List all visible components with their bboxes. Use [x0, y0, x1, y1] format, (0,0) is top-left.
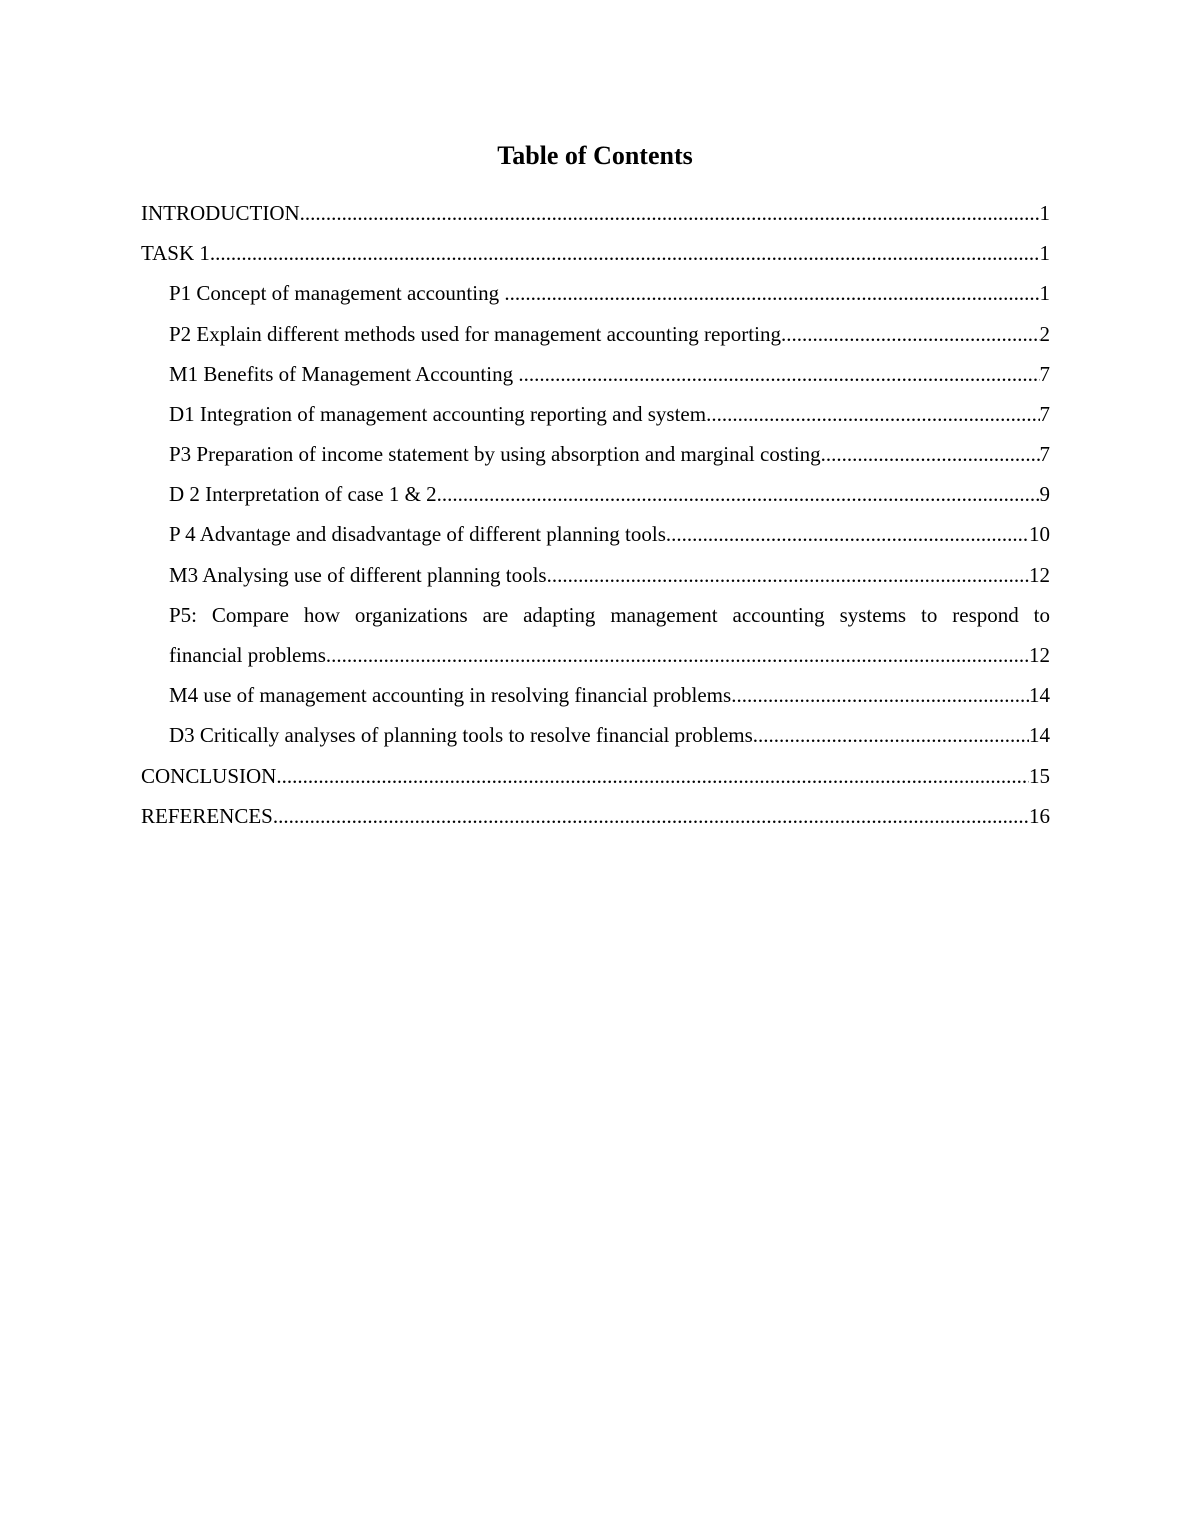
dot-leader — [518, 354, 1039, 394]
dot-leader — [326, 635, 1029, 675]
toc-entry-d1[interactable] — [169, 394, 1050, 434]
toc-title: Table of Contents — [497, 141, 693, 170]
toc-entry-page: 14 — [1029, 723, 1050, 748]
toc-entry-label: P2 Explain different methods used for management accounting reporting — [169, 321, 781, 346]
toc-entry-word: are — [482, 602, 509, 627]
toc-entry-p4[interactable] — [169, 515, 1050, 555]
toc-entry-label: CONCLUSION — [141, 763, 277, 788]
toc-entry-word: to — [1033, 602, 1050, 627]
toc-entry-label: M1 Benefits of Management Accounting — [169, 361, 519, 386]
dot-leader — [504, 273, 1039, 313]
dot-leader — [210, 233, 1040, 273]
toc-entry-m1[interactable] — [169, 354, 1050, 394]
dot-leader — [821, 434, 1040, 474]
toc-entry-word: P5: — [169, 602, 198, 627]
toc-entry-label: P1 Concept of management accounting — [169, 281, 505, 306]
toc-entry-page: 1 — [1039, 200, 1050, 225]
toc-entry-page: 1 — [1039, 241, 1050, 266]
dot-leader — [276, 756, 1029, 796]
toc-entry-page: 7 — [1039, 401, 1050, 426]
toc-entry-p3[interactable] — [169, 434, 1050, 474]
toc-entry-word: organizations — [354, 602, 468, 627]
toc-entry-label: REFERENCES — [141, 803, 273, 828]
toc-entry-label: P3 Preparation of income statement by using absorption and marginal costing — [169, 442, 821, 467]
toc-entry-label-line2: financial problems — [169, 643, 326, 668]
toc-entry-page: 10 — [1029, 522, 1050, 547]
toc-entry-introduction[interactable] — [141, 193, 1050, 233]
toc-entry-conclusion[interactable] — [141, 756, 1050, 796]
toc-entry-word: adapting — [523, 602, 596, 627]
toc-entry-page: 14 — [1029, 683, 1050, 708]
toc-entry-word: Compare — [211, 602, 289, 627]
toc-entry-task-1[interactable] — [141, 233, 1050, 273]
dot-leader — [547, 555, 1029, 595]
toc-entry-label: P 4 Advantage and disadvantage of different planning tools — [169, 522, 666, 547]
dot-leader — [781, 314, 1040, 354]
toc-entry-page: 7 — [1039, 361, 1050, 386]
dot-leader — [666, 514, 1029, 554]
toc-entry-word: respond — [952, 602, 1019, 627]
toc-entry-word: to — [921, 602, 938, 627]
toc-entry-page: 12 — [1029, 562, 1050, 587]
toc-entry-page: 9 — [1039, 482, 1050, 507]
toc-entry-label: D3 Critically analyses of planning tools to resolve financial problems — [169, 723, 753, 748]
toc-entry-label: INTRODUCTION — [141, 200, 300, 225]
dot-leader — [273, 796, 1029, 836]
dot-leader — [706, 394, 1039, 434]
toc-entry-m3[interactable] — [169, 555, 1050, 595]
toc-entry-page: 12 — [1029, 643, 1050, 668]
toc-entry-page: 15 — [1029, 763, 1050, 788]
toc-entry-label: M4 use of management accounting in resolving financial problems — [169, 683, 732, 708]
toc-entry-word: management — [610, 602, 718, 627]
dot-leader — [437, 474, 1040, 514]
toc-entry-label: M3 Analysing use of different planning tools — [169, 562, 547, 587]
dot-leader — [753, 715, 1029, 755]
toc-entry-label: TASK 1 — [141, 241, 210, 266]
table-of-contents — [141, 193, 1050, 836]
toc-entry-page: 2 — [1039, 321, 1050, 346]
toc-entry-d3[interactable] — [169, 715, 1050, 755]
toc-entry-d2[interactable] — [169, 474, 1050, 514]
toc-entry-page: 16 — [1029, 803, 1050, 828]
dot-leader — [300, 193, 1040, 233]
dot-leader — [731, 675, 1029, 715]
toc-entry-m4[interactable] — [169, 675, 1050, 715]
toc-entry-p5[interactable] — [169, 595, 1050, 675]
toc-entry-label-line1 — [169, 595, 1050, 635]
toc-entry-word: accounting — [732, 602, 825, 627]
toc-entry-label: D 2 Interpretation of case 1 & 2 — [169, 482, 437, 507]
toc-entry-p2[interactable] — [169, 314, 1050, 354]
toc-entry-p1[interactable] — [169, 273, 1050, 313]
toc-entry-page: 1 — [1039, 281, 1050, 306]
toc-entry-word: how — [303, 602, 340, 627]
toc-entry-word: systems — [839, 602, 907, 627]
toc-entry-references[interactable] — [141, 796, 1050, 836]
toc-entry-page: 7 — [1039, 442, 1050, 467]
toc-entry-label: D1 Integration of management accounting reporting and system — [169, 401, 707, 426]
